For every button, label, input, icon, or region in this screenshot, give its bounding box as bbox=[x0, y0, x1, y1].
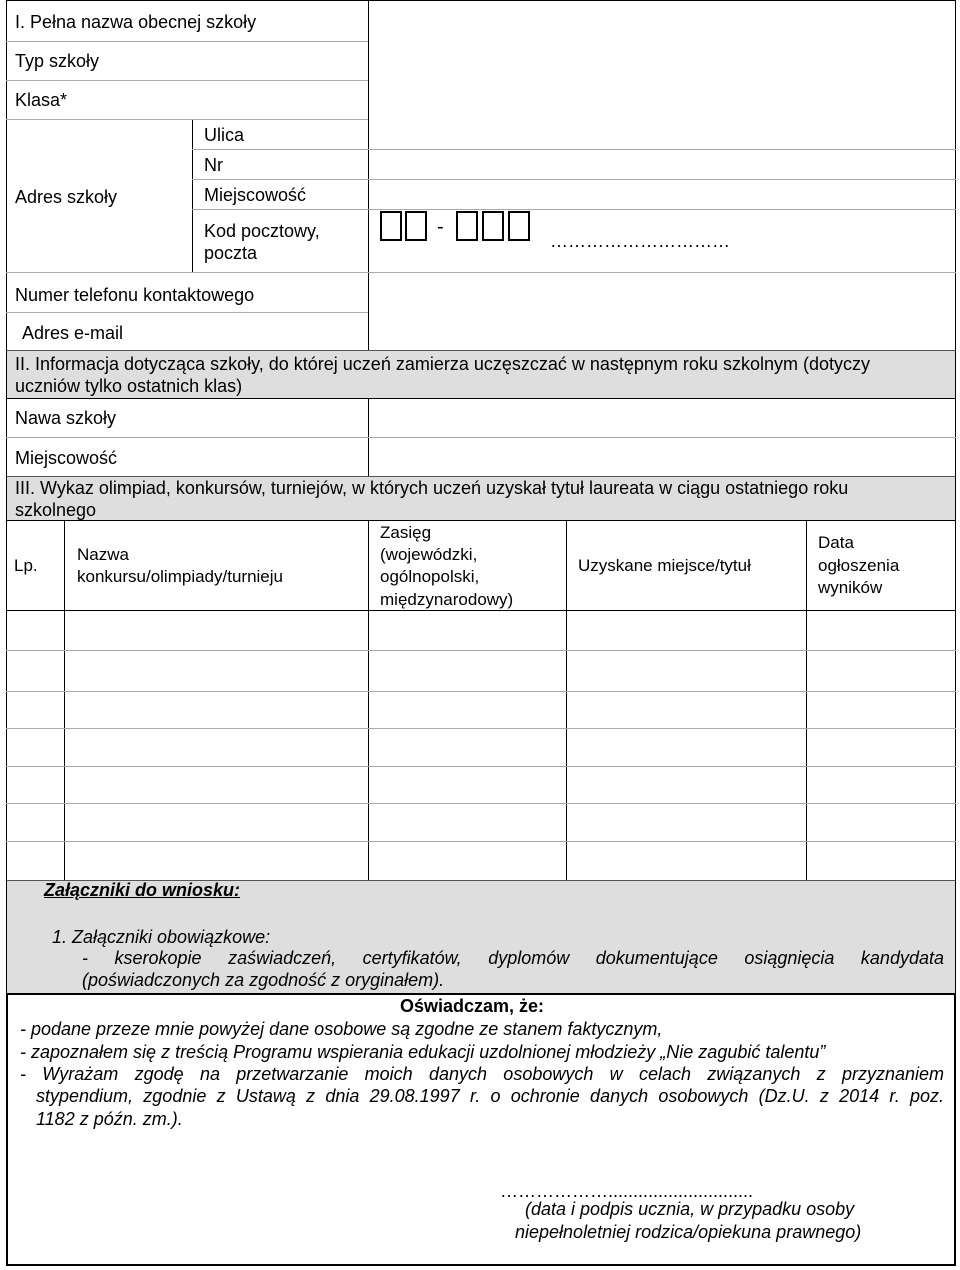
column-header-date: wyników bbox=[818, 578, 883, 597]
table-row-divider bbox=[6, 728, 956, 729]
attachments-item1: 1. Załączniki obowiązkowe: bbox=[52, 927, 271, 947]
column-header-date: ogłoszenia bbox=[818, 556, 900, 575]
table-row-divider bbox=[6, 650, 956, 651]
next-school-city-label: Miejscowość bbox=[15, 448, 118, 468]
phone-label: Numer telefonu kontaktowego bbox=[15, 285, 255, 305]
address-sub-divider bbox=[192, 119, 193, 272]
attachments-item1-line2: (poświadczonych za zgodność z oryginałem). bbox=[82, 970, 445, 990]
column-header-scope: (wojewódzki, bbox=[380, 545, 478, 564]
column-header-name: konkursu/olimpiady/turnieju bbox=[77, 567, 283, 586]
postal-digit-box[interactable] bbox=[508, 211, 530, 241]
post-office-label: poczta bbox=[204, 243, 258, 263]
attachments-item1-line1: - kserokopie zaświadczeń, certyfikatów, dyplomów dokumentujące osiągnięcia kandydata bbox=[82, 948, 944, 968]
table-row-divider bbox=[6, 691, 956, 692]
phone-field[interactable] bbox=[369, 273, 955, 312]
row-divider bbox=[6, 41, 368, 42]
declaration-line5: 1182 z późn. zm.). bbox=[36, 1109, 183, 1129]
column-header-date: Data bbox=[818, 533, 854, 552]
signature-caption-line1: (data i podpis ucznia, w przypadku osoby bbox=[525, 1199, 855, 1219]
declaration-line2: - zapoznałem się z treścią Programu wspierania edukacji uzdolnionej młodzieży „Nie zagubić talentu” bbox=[20, 1042, 826, 1062]
column-divider bbox=[566, 520, 567, 880]
next-school-name-field[interactable] bbox=[369, 399, 955, 437]
row-divider bbox=[6, 119, 368, 120]
column-divider bbox=[368, 520, 369, 880]
postal-separator: - bbox=[437, 216, 444, 238]
email-field[interactable] bbox=[369, 313, 955, 350]
column-header-name: Nazwa bbox=[77, 545, 129, 564]
column-header-scope: ogólnopolski, bbox=[380, 567, 480, 586]
city-field[interactable] bbox=[369, 180, 955, 209]
section2-heading-line2: uczniów tylko ostatnich klas) bbox=[15, 376, 243, 396]
postal-digit-box[interactable] bbox=[456, 211, 478, 241]
postal-digit-box[interactable] bbox=[482, 211, 504, 241]
declaration-line4: stypendium, zgodnie z Ustawą z dnia 29.08.1997 r. o ochronie danych osobowych (Dz.U. z 2014 r. poz. bbox=[36, 1086, 944, 1106]
declaration-line3: - Wyrażam zgodę na przetwarzanie moich danych osobowych w celach związanych z przyznaniem bbox=[20, 1064, 944, 1084]
column-divider bbox=[806, 520, 807, 880]
class-field[interactable] bbox=[369, 81, 955, 119]
next-school-city-field[interactable] bbox=[369, 438, 955, 476]
column-header-place: Uzyskane miejsce/tytuł bbox=[578, 556, 751, 575]
section3-heading-line1: III. Wykaz olimpiad, konkursów, turniejów, w których uczeń uzyskał tytuł laureata w ciągu ostatniego roku bbox=[15, 478, 849, 498]
declaration-line1: - podane przeze mnie powyżej dane osobowe są zgodne ze stanem faktycznym, bbox=[20, 1019, 663, 1039]
next-school-name-label: Nawa szkoły bbox=[15, 408, 117, 428]
postal-code-label: Kod pocztowy, bbox=[204, 221, 320, 241]
street-field[interactable] bbox=[369, 120, 955, 149]
table-row-divider bbox=[6, 766, 956, 767]
email-label: Adres e-mail bbox=[22, 323, 124, 343]
column-header-scope: międzynarodowy) bbox=[380, 590, 514, 609]
class-label: Klasa* bbox=[15, 90, 68, 110]
street-label: Ulica bbox=[204, 125, 245, 145]
number-field[interactable] bbox=[369, 150, 955, 179]
attachments-heading: Załączniki do wniosku: bbox=[44, 880, 241, 900]
row-divider bbox=[192, 209, 956, 210]
address-label: Adres szkoły bbox=[15, 187, 118, 207]
section2-heading-line1: II. Informacja dotycząca szkoły, do której uczeń zamierza uczęszczać w następnym roku szkolnym (dotyczy bbox=[15, 354, 870, 374]
signature-field[interactable]: ………………............................. bbox=[500, 1181, 754, 1201]
declaration-heading: Oświadczam, że: bbox=[400, 996, 545, 1016]
section3-heading-line2: szkolnego bbox=[15, 500, 97, 520]
column-header-lp: Lp. bbox=[14, 556, 38, 575]
row-divider bbox=[6, 80, 368, 81]
city-label: Miejscowość bbox=[204, 185, 307, 205]
table-row-divider bbox=[6, 841, 956, 842]
school-name-label: I. Pełna nazwa obecnej szkoły bbox=[15, 12, 257, 32]
postal-digit-box[interactable] bbox=[380, 211, 402, 241]
post-office-field[interactable]: ………………………… bbox=[550, 231, 730, 251]
column-divider bbox=[64, 520, 65, 880]
postal-digit-box[interactable] bbox=[405, 211, 427, 241]
column-header-scope: Zasięg bbox=[380, 523, 432, 542]
row-divider bbox=[6, 312, 368, 313]
school-type-field[interactable] bbox=[369, 42, 955, 80]
school-type-label: Typ szkoły bbox=[15, 51, 100, 71]
signature-caption-line2: niepełnoletniej rodzica/opiekuna prawnego) bbox=[515, 1222, 862, 1242]
school-name-field[interactable] bbox=[369, 1, 955, 41]
number-label: Nr bbox=[204, 155, 223, 175]
table-row-divider bbox=[6, 803, 956, 804]
